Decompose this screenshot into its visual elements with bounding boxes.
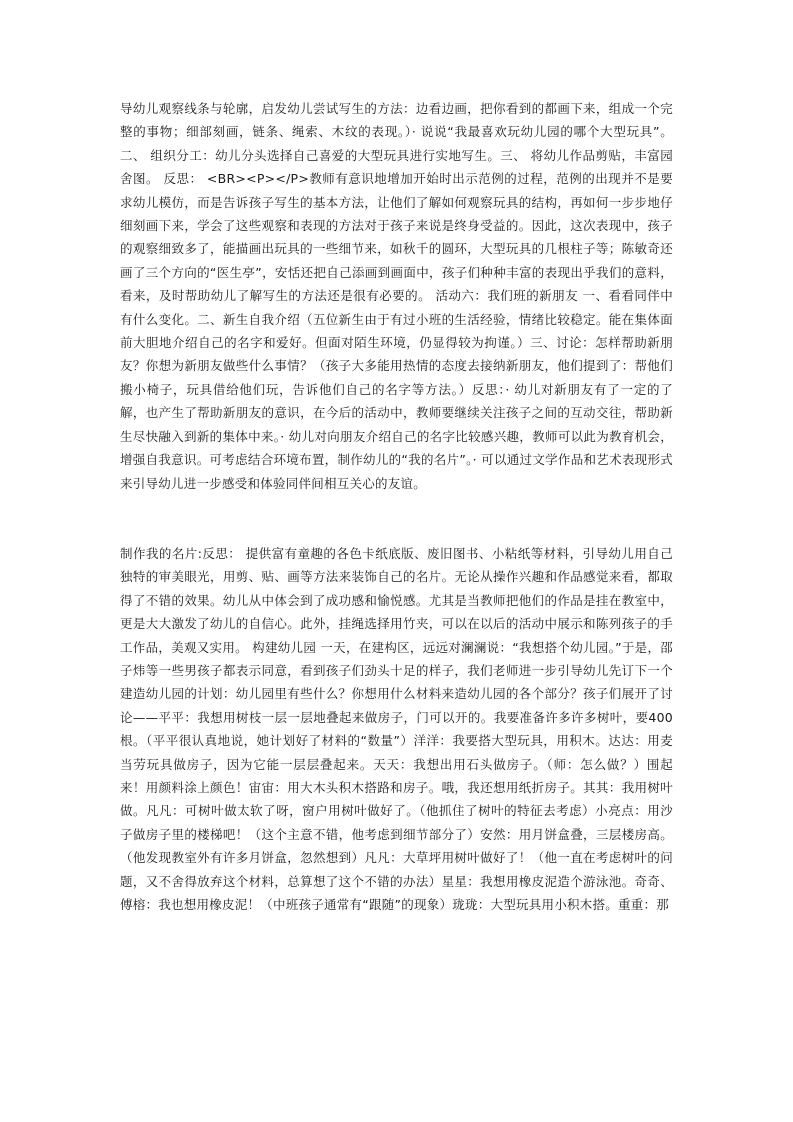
document-body — [120, 97, 673, 916]
paragraph-business-card-and-build-kindergarten: 制作我的名片:反思： 提供富有童趣的各色卡纸底版、废旧图书、小粘纸等材料，引导幼儿用自己独特的审美眼光，用剪、贴、画等方法来装饰自己的名片。无论从操作兴趣和作品感觉来看，都取得了不错的效果。幼儿从中体会到了成功感和愉悦感。尤其是当教师把他们的作品是挂在教室中，更是大大激发了幼儿的自信心。此外，挂绳选择用竹夹，可以在以后的活动中展示和陈列孩子的手工作品，美观又实用。 构建幼儿园 一天，在建构区，远远对澜澜说：“我想搭个幼儿园。”于是，邵子炜等一些男孩子都表示同意，看到孩子们劲头十足的样子，我们老师进一步引导幼儿先订下一个建造幼儿园的计划：幼儿园里有些什么？你想用什么材料来造幼儿园的各个部分？孩子们展开了讨论——平平：我想用树枝一层一层地叠起来做房子，门可以开的。我要准备许多许多树叶，要400根。（平平很认真地说，她计划好了材料的“数量”）洋洋：我要搭大型玩具，用积木。达达：用麦当劳玩具做房子，因为它能一层层叠起来。天天：我想出用石头做房子。（师：怎么做？）围起来！用颜料涂上颜色！宙宙：用大木头积木搭路和房子。哦，我还想用纸折房子。其其：我用树叶做。凡凡：可树叶做太软了呀，窗户用树叶做好了。（他抓住了树叶的特征去考虑）小亮点：用沙子做房子里的楼梯吧！（这个主意不错，他考虑到细节部分了）安然：用月饼盒叠，三层楼房高。（他发现教室外有许多月饼盒，忽然想到）凡凡：大草坪用树叶做好了！（他一直在考虑树叶的问题，又不舍得放弃这个材料，总算想了这个不错的办法）星星：我想用橡皮泥造个游泳池。奇奇、傅榕：我也想用橡皮泥！（中班孩子通常有“跟随”的现象）珑珑：大型玩具用小积木搭。重重：那 — [120, 545, 673, 912]
paragraph-spacer — [120, 495, 673, 542]
paragraph-reflection-and-activity-six: 导幼儿观察线条与轮廓，启发幼儿尝试写生的方法：边看边画，把你看到的都画下来，组成一个完整的事物；细部刻画，链条、绳索、木纹的表现。）· 说说“我最喜欢玩幼儿园的哪个大型玩具”。二、 组织分工：幼儿分头选择自己喜爱的大型玩具进行实地写生。三、 将幼儿作品剪贴，丰富园舍图。 反思： <BR><P></P>教师有意识地增加开始时出示范例的过程，范例的出现并不是要求幼儿模仿，而是告诉孩子写生的基本方法，让他们了解如何观察玩具的结构，再如何一步步地仔细刻画下来，学会了这些观察和表现的方法对于孩子来说是终身受益的。因此，这次表现中，孩子的观察细致多了，能描画出玩具的一些细节来，如秋千的圆环，大型玩具的几根柱子等；陈敏奇还画了三个方向的“医生亭”，安恬还把自己添画到画面中，孩子们种种丰富的表现出乎我们的意料，看来，及时帮助幼儿了解写生的方法还是很有必要的。 活动六：我们班的新朋友 一、看看同伴中有什么变化。二、新生自我介绍（五位新生由于有过小班的生活经验，情绪比较稳定。能在集体面前大胆地介绍自己的名字和爱好。但面对陌生环境，仍显得较为拘谨。）三、讨论：怎样帮助新朋友？你想为新朋友做些什么事情？（孩子大多能用热情的态度去接纳新朋友，他们提到了：帮他们搬小椅子，玩具借给他们玩，告诉他们自己的名字等方法。）反思：· 幼儿对新朋友有了一定的了解，也产生了帮助新朋友的意识，在今后的活动中，教师要继续关注孩子之间的互动交往，帮助新生尽快融入到新的集体中来。· 幼儿对向朋友介绍自己的名字比较感兴趣，教师可以此为教育机会，增强自我意识。可考虑结合环境布置，制作幼儿的“我的名片”。· 可以通过文学作品和艺术表现形式来引导幼儿进一步感受和体验同伴间相互关心的友谊。 — [120, 101, 673, 491]
